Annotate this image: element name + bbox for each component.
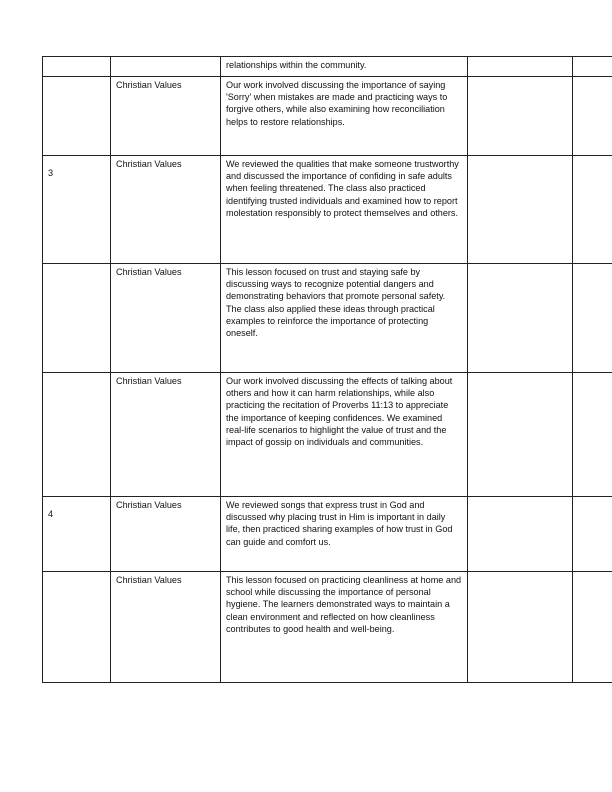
subject-cell: Christian Values: [111, 497, 221, 572]
blank-cell: [573, 57, 612, 77]
week-number: [48, 59, 105, 68]
table-row: [43, 373, 612, 497]
week-number: 4: [48, 509, 54, 519]
blank-cell: [573, 497, 612, 572]
week-number: [48, 266, 105, 275]
lesson-content-cell: Our work involved discussing the effects of talking about others and how it can harm relationships, while also practicing the recitation of Proverbs 11:13 to appreciate the importance of keeping confidences. We examined real-life scenarios to highlight the value of trust and the impact of gossip on individuals and communities.: [221, 373, 468, 497]
blank-cell: [573, 373, 612, 497]
table-row: [43, 77, 612, 156]
week-number: [48, 574, 105, 583]
blank-cell: [573, 156, 612, 264]
blank-cell: [573, 572, 612, 683]
blank-cell: [468, 264, 573, 373]
subject-cell: Christian Values: [111, 373, 221, 497]
blank-cell: [468, 572, 573, 683]
subject-cell: Christian Values: [111, 77, 221, 156]
week-cell: [43, 156, 111, 264]
table-row: [43, 497, 612, 572]
table-row: [43, 156, 612, 264]
blank-cell: [468, 497, 573, 572]
week-cell: [43, 264, 111, 373]
week-cell: [43, 572, 111, 683]
lesson-content-cell: relationships within the community.: [221, 57, 468, 77]
week-cell: [43, 77, 111, 156]
week-cell: [43, 373, 111, 497]
week-cell: [43, 57, 111, 77]
blank-cell: [573, 264, 612, 373]
lesson-content-cell: This lesson focused on practicing cleanliness at home and school while discussing the importance of personal hygiene. The learners demonstrated ways to maintain a clean environment and reflected on how cleanliness contributes to good health and well-being.: [221, 572, 468, 683]
blank-cell: [468, 373, 573, 497]
week-number: [48, 375, 105, 384]
blank-cell: [468, 156, 573, 264]
subject-cell: Christian Values: [111, 264, 221, 373]
week-number: 3: [48, 168, 54, 178]
lesson-content-cell: We reviewed songs that express trust in God and discussed why placing trust in Him is important in daily life, then practiced sharing examples of how trust in God can guide and comfort us.: [221, 497, 468, 572]
week-number: [48, 79, 105, 88]
table-row: [43, 57, 612, 77]
blank-cell: [468, 77, 573, 156]
table-row: [43, 572, 612, 683]
lesson-record-table: [42, 56, 612, 683]
blank-cell: [468, 57, 573, 77]
lesson-content-cell: We reviewed the qualities that make someone trustworthy and discussed the importance of confiding in safe adults when feeling threatened. The class also practiced identifying trusted individuals and examined how to report molestation responsibly to protect themselves and others.: [221, 156, 468, 264]
table-row: [43, 264, 612, 373]
lesson-content-cell: Our work involved discussing the importance of saying 'Sorry' when mistakes are made and practicing ways to forgive others, while also examining how reconciliation helps to restore relationships.: [221, 77, 468, 156]
lesson-content-cell: This lesson focused on trust and staying safe by discussing ways to recognize potential dangers and demonstrating behaviors that promote personal safety. The class also applied these ideas through practical examples to reinforce the importance of protecting oneself.: [221, 264, 468, 373]
blank-cell: [573, 77, 612, 156]
subject-cell: [111, 57, 221, 77]
subject-cell: Christian Values: [111, 156, 221, 264]
subject-cell: Christian Values: [111, 572, 221, 683]
week-cell: [43, 497, 111, 572]
